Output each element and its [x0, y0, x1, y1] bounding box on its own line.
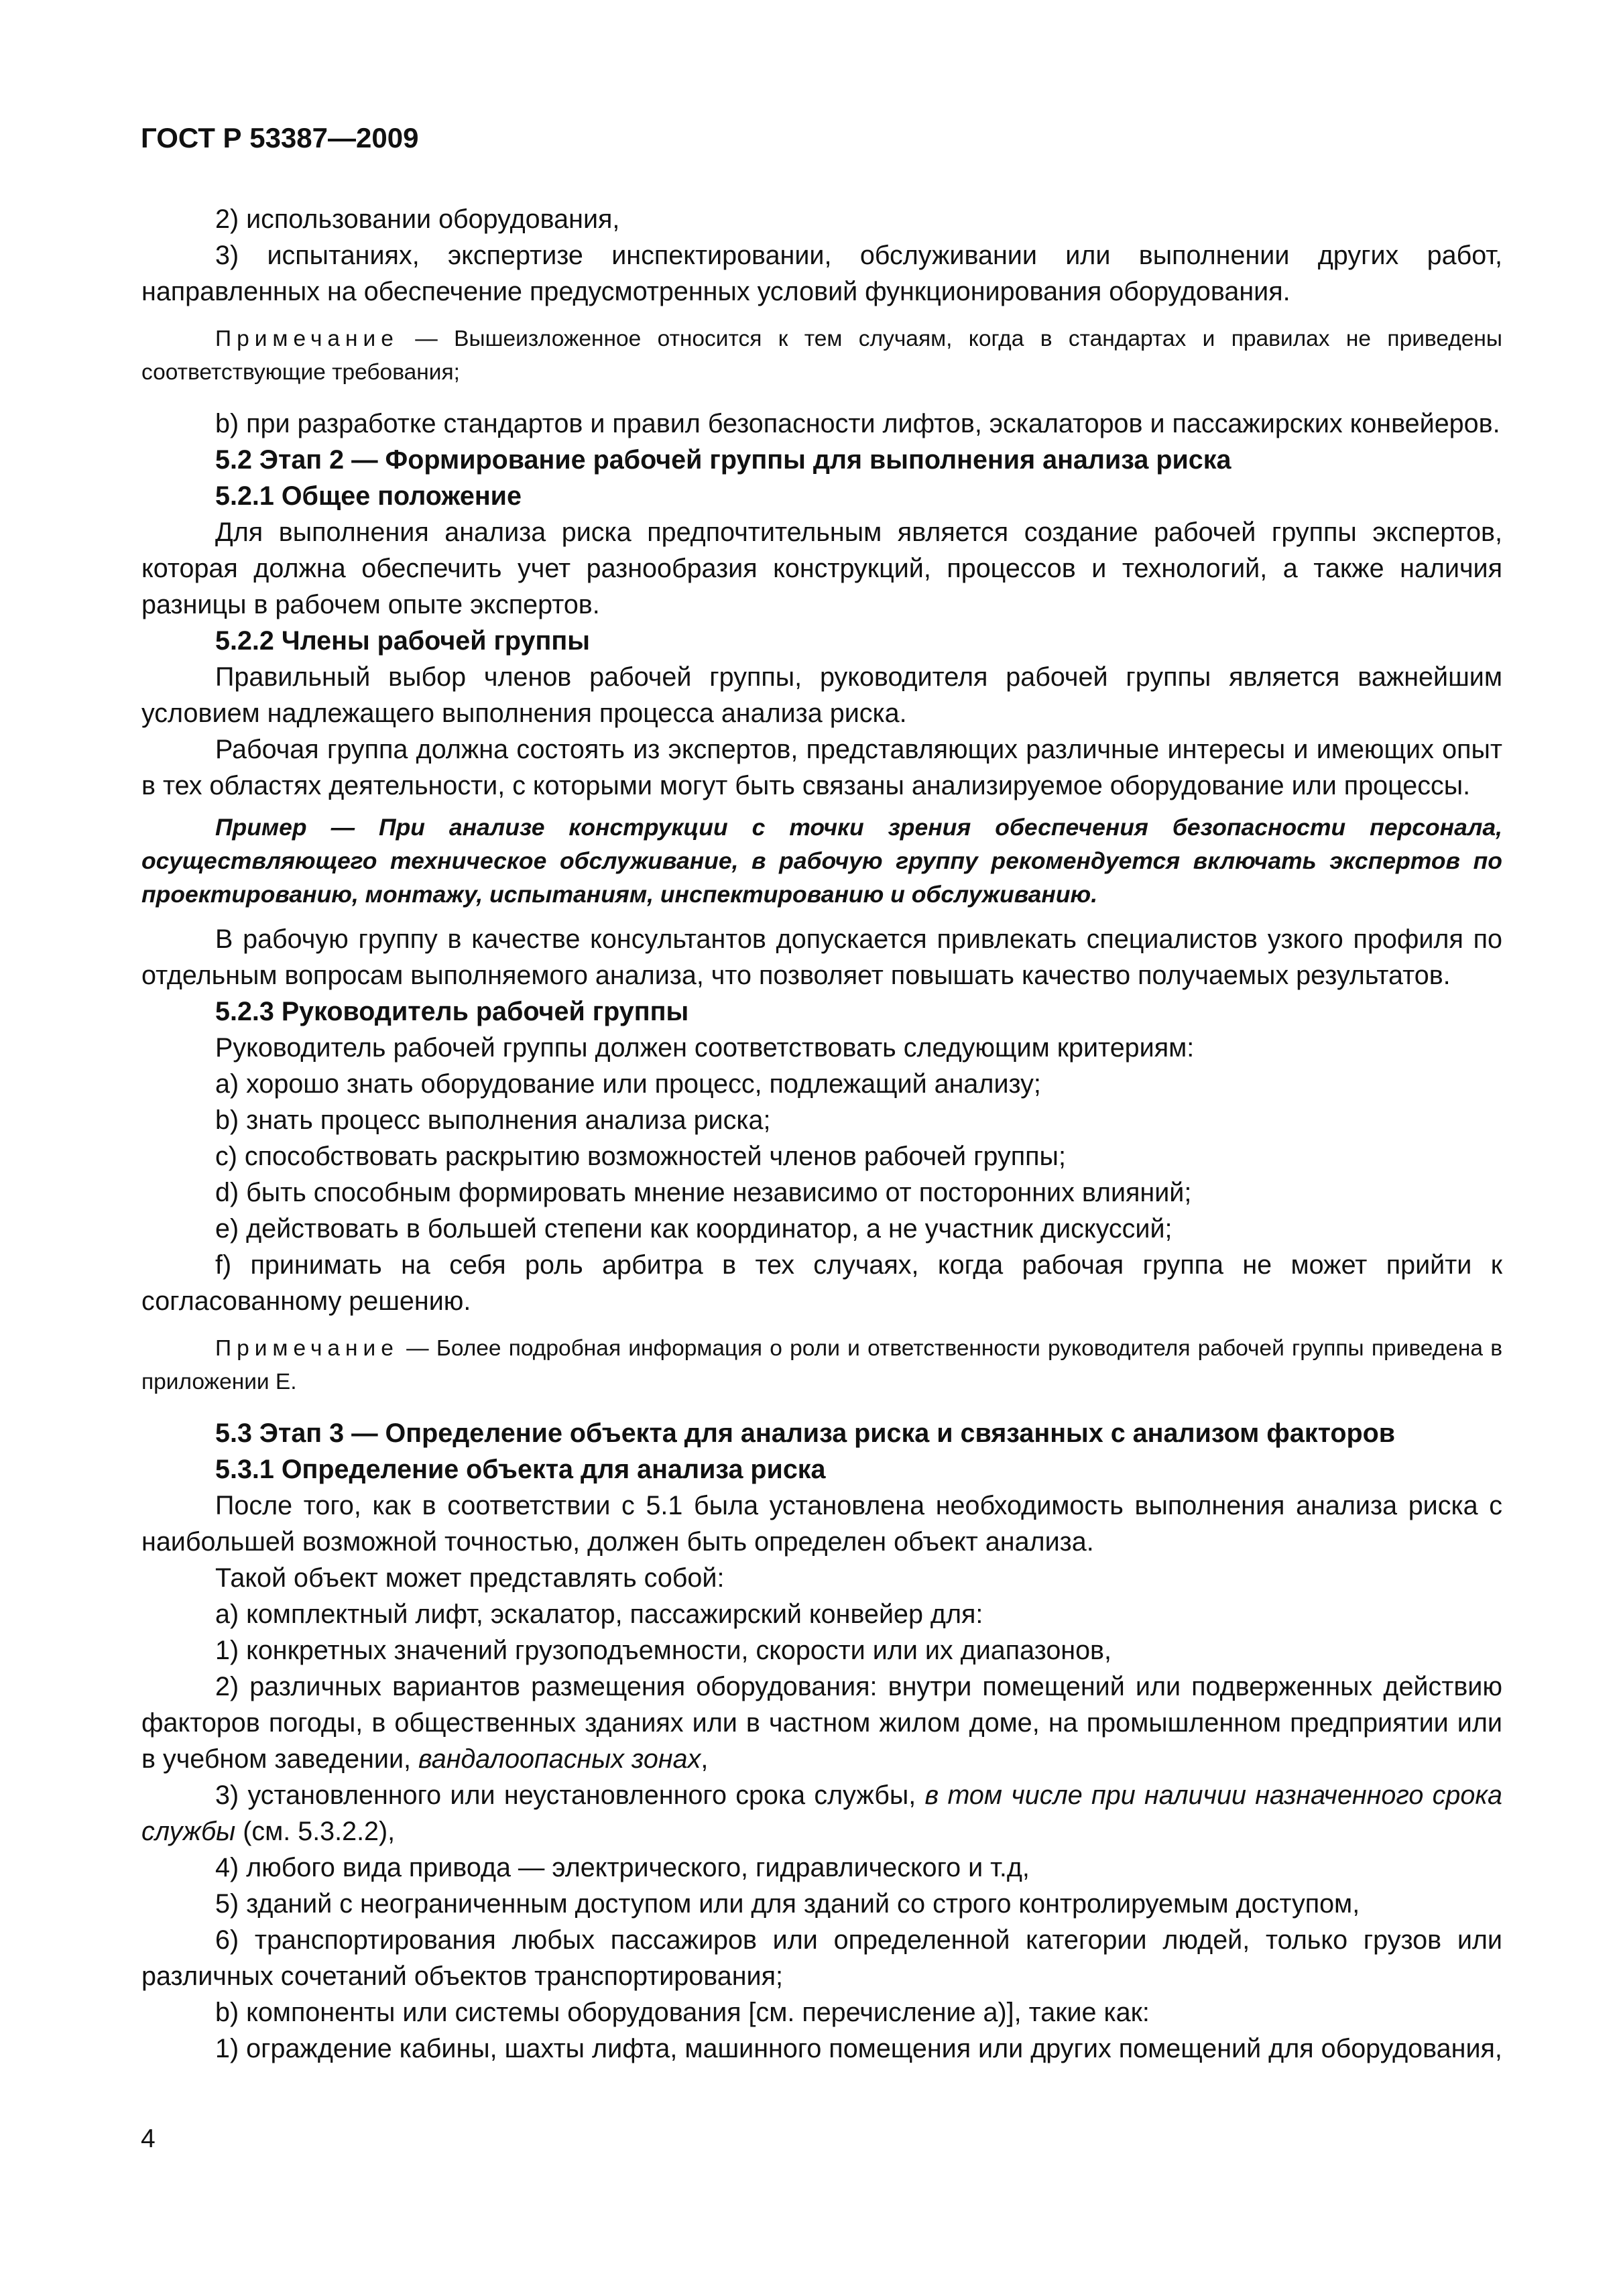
paragraph: После того, как в соответствии с 5.1 была установлена необходимость выполнения анализа риска с наибольшей возможной точностью, должен быть определен объект анализа. [141, 1491, 1502, 1557]
note [141, 1332, 1502, 1399]
paragraph: В рабочую группу в качестве консультантов допускается привлекать специалистов узкого профиля по отдельным вопросам выполняемого анализа, что позволяет повышать качество получаемых результатов. [141, 924, 1502, 990]
page-number: 4 [141, 2124, 156, 2153]
paragraph: 3) испытаниях, экспертизе инспектировании, обслуживании или выполнении других работ, направленных на обеспечение предусмотренных условий функционирования оборудования. [141, 241, 1502, 306]
list-item [141, 1777, 1502, 1850]
note-text: — Более подробная информация о роли и ответственности руководителя рабочей группы приведена в приложении Е. [141, 1336, 1502, 1394]
list-item: 6) транспортирования любых пассажиров или определенной категории людей, только грузов или различных сочетаний объектов транспортирования; [141, 1925, 1502, 1991]
list-item-italic: в том числе при наличии назначенного срока службы [141, 1780, 1502, 1846]
paragraph: Для выполнения анализа риска предпочтительным является создание рабочей группы экспертов, которая должна обеспечить учет разнообразия конструкций, процессов и технологий, а также наличия разницы в рабочем опыте экспертов. [141, 518, 1502, 619]
subsection-heading: 5.2.3 Руководитель рабочей группы [215, 997, 689, 1026]
list-item-text: (см. 5.3.2.2), [235, 1817, 396, 1846]
list-item: 1) ограждение кабины, шахты лифта, машинного помещения или других помещений для оборудования, [215, 2034, 1502, 2063]
paragraph: Рабочая группа должна состоять из экспертов, представляющих различные интересы и имеющих опыт в тех областях деятельности, с которыми могут быть связаны анализируемое оборудование или процессы. [141, 735, 1502, 800]
list-item-italic: вандалоопасных зонах [418, 1744, 701, 1774]
list-item: d) быть способным формировать мнение независимо от посторонних влияний; [215, 1178, 1192, 1207]
list-item: f) принимать на себя роль арбитра в тех случаях, когда рабочая группа не может прийти к согласованному решению. [141, 1250, 1502, 1316]
list-item: a) хорошо знать оборудование или процесс, подлежащий анализу; [215, 1069, 1041, 1099]
list-item [141, 1669, 1502, 1777]
paragraph: Правильный выбор членов рабочей группы, руководителя рабочей группы является важнейшим условием надлежащего выполнения процесса анализа риска. [141, 662, 1502, 728]
list-item-text: , [701, 1744, 709, 1774]
document-body [141, 201, 1502, 2067]
note-text: — Вышеизложенное относится к тем случаям, когда в стандартах и правилах не приведены соответствующие требования; [141, 326, 1502, 385]
list-item: 1) конкретных значений грузоподъемности, скорости или их диапазонов, [215, 1636, 1112, 1665]
note [141, 322, 1502, 389]
subsection-heading: 5.2.1 Общее положение [215, 481, 522, 511]
list-item: e) действовать в большей степени как координатор, а не участник дискуссий; [215, 1214, 1173, 1244]
list-item: b) знать процесс выполнения анализа риска; [215, 1105, 771, 1135]
list-item-text: 2) различных вариантов размещения оборудования: внутри помещений или подверженных действию факторов погоды, в общественных зданиях или в частном жилом доме, на промышленном предприятии или в учебном заведении, [141, 1672, 1502, 1774]
paragraph: Руководитель рабочей группы должен соответствовать следующим критериям: [215, 1033, 1195, 1063]
subsection-heading: 5.2.2 Члены рабочей группы [215, 626, 590, 656]
list-item: 5) зданий с неограниченным доступом или для зданий со строго контролируемым доступом, [215, 1889, 1360, 1919]
document-header: ГОСТ Р 53387—2009 [141, 122, 419, 154]
list-item: 4) любого вида привода — электрического, гидравлического и т.д, [215, 1853, 1030, 1882]
list-item: b) компоненты или системы оборудования [см. перечисление а)], такие как: [215, 1998, 1150, 2027]
paragraph: b) при разработке стандартов и правил безопасности лифтов, эскалаторов и пассажирских конвейеров. [215, 409, 1500, 438]
section-heading: 5.2 Этап 2 — Формирование рабочей группы для выполнения анализа риска [215, 445, 1231, 475]
paragraph: Такой объект может представлять собой: [215, 1563, 725, 1593]
list-item-text: 3) установленного или неустановленного срока службы, [215, 1780, 925, 1810]
example: Пример — При анализе конструкции с точки зрения обеспечения безопасности персонала, осуществляющего техническое обслуживание, в рабочую группу рекомендуется включать экспертов по проектированию, монтажу, испытаниям, инспектированию и обслуживанию. [141, 814, 1502, 908]
list-item: a) комплектный лифт, эскалатор, пассажирский конвейер для: [215, 1599, 983, 1629]
note-label: Примечание [215, 1336, 399, 1361]
section-heading: 5.3 Этап 3 — Определение объекта для анализа риска и связанных с анализом факторов [215, 1418, 1396, 1448]
subsection-heading: 5.3.1 Определение объекта для анализа риска [215, 1455, 826, 1484]
paragraph: 2) использовании оборудования, [215, 204, 620, 234]
note-label: Примечание [215, 326, 399, 351]
list-item: c) способствовать раскрытию возможностей членов рабочей группы; [215, 1142, 1066, 1171]
